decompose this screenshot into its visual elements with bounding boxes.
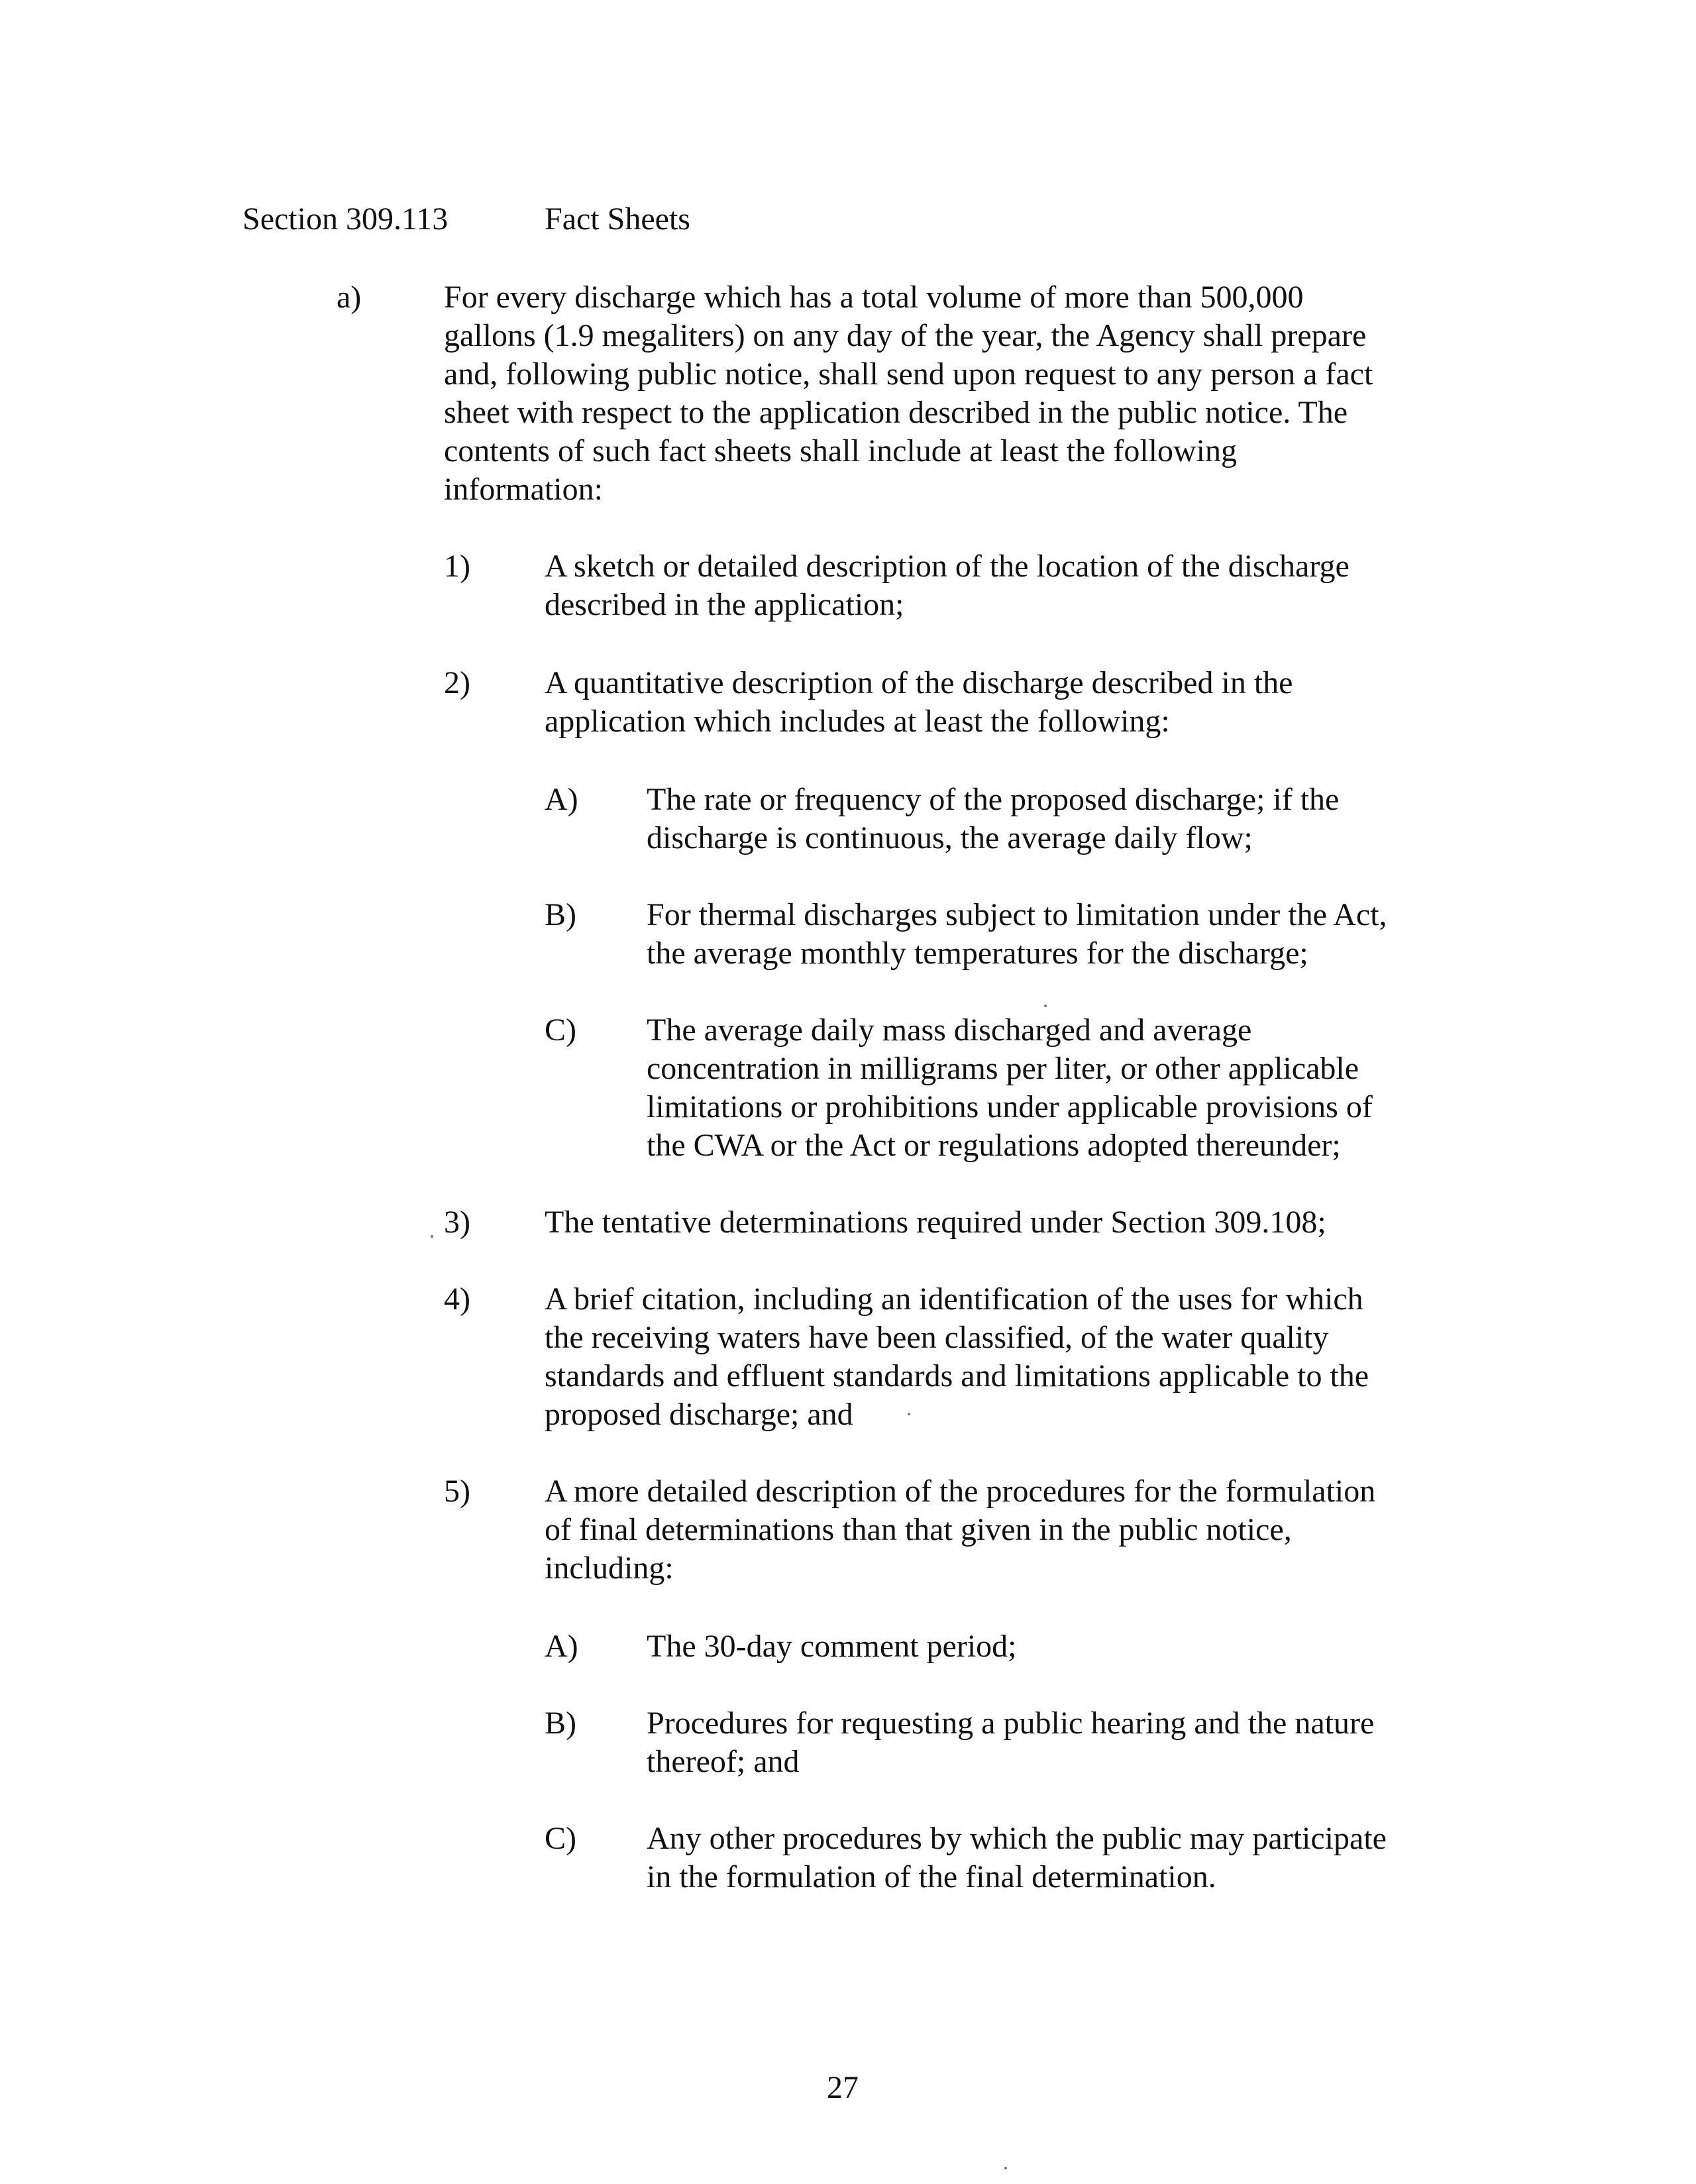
item-1-label: 1) <box>444 549 470 584</box>
scan-speck <box>1004 2167 1007 2169</box>
subitem-line: in the formulation of the final determination. <box>647 1859 1216 1894</box>
item-2a-label: A) <box>545 782 578 817</box>
subitem-line: discharge is continuous, the average daily flow; <box>647 820 1253 855</box>
item-5-text <box>545 1472 1375 1588</box>
item-line: A brief citation, including an identification of the uses for which <box>545 1282 1363 1317</box>
item-3-text <box>545 1203 1326 1242</box>
item-2b-label: B) <box>545 897 576 932</box>
subitem-line: limitations or prohibitions under applicable provisions of <box>647 1089 1373 1124</box>
item-line: standards and effluent standards and limitations applicable to the <box>545 1358 1369 1393</box>
item-line: the receiving waters have been classified, of the water quality <box>545 1320 1329 1355</box>
subitem-line: the CWA or the Act or regulations adopted thereunder; <box>647 1128 1341 1163</box>
subitem-line: Procedures for requesting a public hearing and the nature <box>647 1706 1375 1741</box>
item-2-label: 2) <box>444 665 470 700</box>
subitem-line: For thermal discharges subject to limitation under the Act, <box>647 897 1387 932</box>
item-5b-label: B) <box>545 1706 576 1741</box>
page-number: 27 <box>827 2070 859 2105</box>
item-line: A more detailed description of the procedures for the formulation <box>545 1474 1376 1509</box>
para-a-line: gallons (1.9 megaliters) on any day of the year, the Agency shall prepare <box>444 318 1367 353</box>
item-line: The tentative determinations required under Section 309.108; <box>545 1205 1326 1240</box>
para-a-line: contents of such fact sheets shall include at least the following <box>444 433 1237 468</box>
item-5a-label: A) <box>545 1629 578 1664</box>
subitem-line: Any other procedures by which the public may participate <box>647 1821 1387 1856</box>
para-a-label: a) <box>337 280 362 315</box>
item-5a-text <box>647 1627 1017 1666</box>
subitem-line: The 30-day comment period; <box>647 1629 1017 1664</box>
subitem-line: thereof; and <box>647 1744 800 1779</box>
para-a-line: sheet with respect to the application described in the public notice. The <box>444 395 1348 430</box>
para-a-text <box>444 278 1373 509</box>
item-2c-text <box>647 1011 1373 1165</box>
item-4-label: 4) <box>444 1282 470 1317</box>
item-line: of final determinations than that given in the public notice, <box>545 1512 1292 1547</box>
subitem-line: The rate or frequency of the proposed discharge; if the <box>647 782 1340 817</box>
para-a-line: For every discharge which has a total volume of more than 500,000 <box>444 280 1304 315</box>
item-2-text <box>545 664 1293 741</box>
item-2b-text <box>647 896 1387 973</box>
para-a-line: and, following public notice, shall send upon request to any person a fact <box>444 356 1373 392</box>
item-5b-text <box>647 1704 1374 1781</box>
scan-speck <box>908 1413 910 1415</box>
item-5c-text <box>647 1820 1387 1896</box>
subitem-line: the average monthly temperatures for the discharge; <box>647 936 1308 971</box>
item-line: application which includes at least the following: <box>545 704 1170 739</box>
item-5c-label: C) <box>545 1821 576 1856</box>
item-3-label: 3) <box>444 1205 470 1240</box>
item-2c-label: C) <box>545 1012 576 1048</box>
item-1-text <box>545 547 1350 624</box>
item-4-text <box>545 1280 1369 1434</box>
section-title: Fact Sheets <box>545 201 690 237</box>
item-line: including: <box>545 1551 674 1586</box>
item-2a-text <box>647 781 1339 857</box>
scan-speck <box>431 1235 433 1238</box>
item-5-label: 5) <box>444 1474 470 1509</box>
para-a-line: information: <box>444 472 603 507</box>
item-line: A quantitative description of the discharge described in the <box>545 665 1293 700</box>
item-line: described in the application; <box>545 587 904 622</box>
section-number: Section 309.113 <box>242 201 449 237</box>
subitem-line: The average daily mass discharged and average <box>647 1012 1252 1048</box>
subitem-line: concentration in milligrams per liter, or other applicable <box>647 1051 1359 1086</box>
item-line: proposed discharge; and <box>545 1397 853 1432</box>
scan-speck <box>1044 1005 1047 1007</box>
item-line: A sketch or detailed description of the location of the discharge <box>545 549 1350 584</box>
